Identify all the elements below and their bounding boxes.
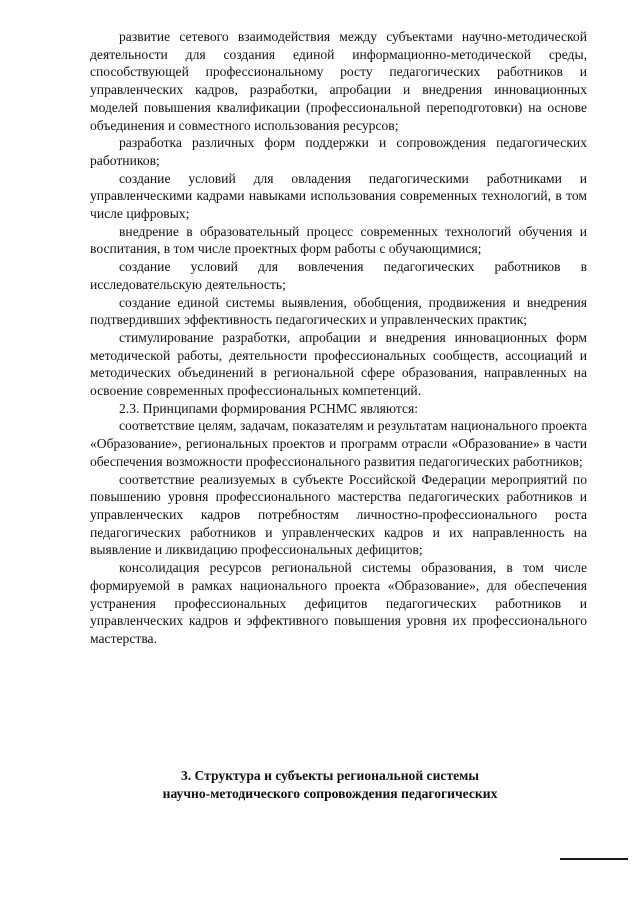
- paragraph-best-practices: создание единой системы выявления, обобщения, продвижения и внедрения подтвердивших эффективность педагогических и управленческих практик;: [90, 294, 587, 328]
- paragraph-principle-consolidation: консолидация ресурсов региональной системы образования, в том числе формируемой в рамках национального проекта «Образование», для обеспечения устранения профессиональных дефицитов педагогических работников и управленческих кадров и эффективного повышения уровня их профессионального мастерства.: [90, 560, 587, 646]
- footer-rule: [560, 858, 628, 860]
- section-heading-line-2: научно-методического сопровождения педагогических: [162, 785, 498, 801]
- paragraph-digital-skills: создание условий для овладения педагогическими работниками и управленческими кадрами навыками использования современных технологий, в том числе цифровых;: [90, 170, 587, 222]
- paragraph-research-activity: создание условий для вовлечения педагогических работников в исследовательскую деятельность;: [90, 259, 587, 292]
- section-heading-line-1: 3. Структура и субъекты региональной системы: [180, 768, 480, 783]
- paragraph-support-forms: разработка различных форм поддержки и сопровождения педагогических работников;: [90, 135, 587, 168]
- paragraph-principle-national-project: соответствие целям, задачам, показателям и результатам национального проекта «Образование», региональных проектов и программ отрасли «Образование» в части обеспечения возможности профессионального развития педагогических работников;: [90, 418, 587, 469]
- paragraph-principle-needs: соответствие реализуемых в субъекте Российской Федерации мероприятий по повышению уровня профессионального мастерства педагогических работников и управленческих кадров потребностям личностно-профессионального роста педагогических работников и управленческих кадров и их направленность на выявление и ликвидацию профессиональных дефицитов;: [90, 471, 587, 558]
- paragraph-innovative-forms: стимулирование разработки, апробации и внедрения инновационных форм методической работы, деятельности профессиональных сообществ, ассоциаций и методических объединений в региональной сфере образования, направленных на освоение современных профессиональных компетенций.: [90, 329, 587, 399]
- paragraph-network-interaction: развитие сетевого взаимодействия между субъектами научно-методической деятельности для создания единой информационно-методической среды, способствующей профессиональному росту педагогических работников и управленческих кадров, разработки, апробации и внедрения инновационных моделей повышения квалификации (профессиональной переподготовки) на основе объединения и совместного использования ресурсов;: [90, 29, 587, 133]
- section-heading: [80, 767, 580, 802]
- paragraph-modern-technologies: внедрение в образовательный процесс современных технологий обучения и воспитания, в том числе проектных форм работы с обучающимися;: [90, 223, 587, 257]
- document-body: [90, 28, 587, 648]
- paragraph-principles-intro: 2.3. Принципами формирования РСНМС являются:: [119, 400, 419, 416]
